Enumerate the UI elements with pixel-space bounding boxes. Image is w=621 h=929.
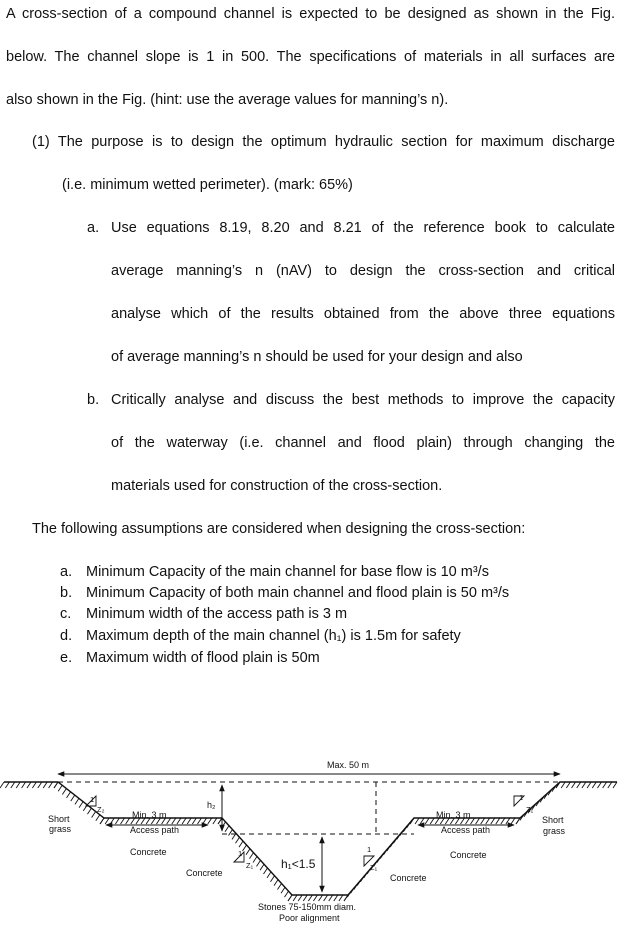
hatch-mark — [79, 802, 83, 808]
left-slope-one: 1 — [90, 795, 95, 804]
hatch-mark — [267, 872, 271, 878]
item-a-line-3: analyse which of the results obtained from the above three equations — [111, 306, 615, 322]
hatch-mark — [32, 782, 36, 788]
hatch-mark — [246, 849, 250, 855]
hatch-mark — [197, 818, 201, 824]
assumption-text: Minimum Capacity of the main channel for base flow is 10 m³/s — [86, 564, 489, 580]
left-min-label: Min. 3 m — [132, 810, 167, 820]
hatch-mark — [481, 818, 485, 824]
hatch-mark — [239, 841, 243, 847]
hatch-mark — [425, 818, 429, 824]
hatch-mark — [285, 891, 289, 897]
hatch-mark — [49, 782, 53, 788]
h1-label: h₁<1.5 — [281, 857, 316, 871]
right-short-label: Short — [542, 815, 564, 825]
hatch-mark — [339, 895, 343, 901]
item-a-line-1: Use equations 8.19, 8.20 and 8.21 of the reference book to calculate — [111, 220, 615, 236]
hatch-mark — [613, 782, 617, 788]
hatch-mark — [121, 818, 125, 824]
item-b-marker: b. — [87, 392, 100, 408]
mid-right-slope-one: 1 — [367, 845, 372, 854]
hatch-mark — [603, 782, 607, 788]
h2-label: h₂ — [207, 800, 216, 810]
assumption-text: Minimum width of the access path is 3 m — [86, 606, 348, 622]
hatch-mark — [71, 795, 75, 801]
hatch-mark — [577, 782, 581, 788]
hatch-mark — [225, 826, 229, 832]
hatch-mark — [172, 818, 176, 824]
hatch-mark — [38, 782, 42, 788]
hatch-mark — [298, 895, 302, 901]
hatch-mark — [324, 895, 328, 901]
hatch-mark — [271, 876, 275, 882]
item-b-line-1: Critically analyse and discuss the best methods to improve the capacity — [111, 392, 615, 408]
hatch-mark — [592, 782, 596, 788]
hatch-mark — [167, 818, 171, 824]
hatch-mark — [415, 818, 419, 824]
hatch-mark — [126, 818, 130, 824]
hatch-mark — [329, 895, 333, 901]
hatch-mark — [471, 818, 475, 824]
right-grass-label: grass — [543, 826, 566, 836]
hatch-mark — [16, 782, 20, 788]
stones-label: Stones 75-150mm diam. — [258, 902, 357, 912]
hatch-mark — [110, 818, 114, 824]
assumption-text: Minimum Capacity of both main channel and flood plain is 50 m³/s — [86, 585, 510, 601]
hatch-mark — [313, 895, 317, 901]
hatch-mark — [208, 818, 212, 824]
hatch-mark — [213, 818, 217, 824]
hatch-mark — [303, 895, 307, 901]
hatch-mark — [236, 837, 240, 843]
hatch-mark — [67, 792, 71, 798]
hatch-mark — [27, 782, 31, 788]
mid-left-slope-one: 1 — [238, 849, 243, 858]
hatch-mark — [501, 818, 505, 824]
hatch-mark — [516, 818, 520, 824]
hatch-mark — [203, 818, 207, 824]
assumption-text: Maximum width of flood plain is 50m — [86, 650, 320, 666]
hatch-mark — [334, 895, 338, 901]
assumption-marker: c. — [60, 606, 72, 622]
hatch-mark — [491, 818, 495, 824]
hatch-mark — [253, 857, 257, 863]
hatch-mark — [0, 782, 4, 788]
hatch-mark — [572, 782, 576, 788]
left-access-label: Access path — [130, 825, 180, 835]
intro-line-3: also shown in the Fig. (hint: use the average values for manning’s n). — [6, 92, 449, 108]
mid-right-slope-z: Z₁ — [370, 863, 378, 872]
hatch-mark — [87, 808, 91, 814]
hatch-mark — [288, 895, 292, 901]
hatch-mark — [115, 818, 119, 824]
right-access-label: Access path — [441, 825, 491, 835]
assumption-marker: e. — [60, 650, 73, 666]
hatch-mark — [5, 782, 9, 788]
left-short-label: Short — [48, 814, 70, 824]
max-width-label: Max. 50 m — [327, 760, 370, 770]
right-slope-z: Z₁ — [526, 805, 534, 814]
hatch-mark — [260, 864, 264, 870]
intro-line-1: A cross-section of a compound channel is expected to be designed as shown in the Fig. — [6, 6, 615, 22]
item-a-line-2: average manning’s n (nAV) to design the cross-section and critical — [111, 263, 615, 279]
hatch-mark — [187, 818, 191, 824]
hatch-mark — [476, 818, 480, 824]
intro-line-2: below. The channel slope is 1 in 500. The specifications of materials in all surfaces are — [6, 49, 615, 65]
hatch-mark — [62, 789, 66, 795]
hatch-mark — [496, 818, 500, 824]
alignment-label: Poor alignment — [279, 913, 340, 923]
hatch-mark — [218, 818, 222, 824]
mid-concrete-label: Concrete — [186, 868, 223, 878]
right-slope-one: 1 — [519, 793, 524, 802]
hatch-mark — [308, 895, 312, 901]
part1-line-2: (i.e. minimum wetted perimeter). (mark: 65%) — [62, 177, 353, 193]
hatch-mark — [250, 853, 254, 859]
left-slope-z: Z₂ — [97, 805, 105, 814]
hatch-mark — [278, 883, 282, 889]
assumption-text: Maximum depth of the main channel (h₁) is 1.5m for safety — [86, 628, 461, 644]
item-a-line-4: of average manning’s n should be used for your design and also — [111, 349, 523, 365]
hatch-mark — [582, 782, 586, 788]
hatch-mark — [344, 895, 348, 901]
hatch-mark — [96, 815, 100, 821]
hatch-mark — [293, 895, 297, 901]
hatch-mark — [182, 818, 186, 824]
assumption-marker: d. — [60, 628, 73, 644]
part1-line-1: (1) The purpose is to design the optimum hydraulic section for maximum discharge — [32, 134, 615, 150]
hatch-mark — [92, 811, 96, 817]
assumption-marker: a. — [60, 564, 73, 580]
item-b-line-3: materials used for construction of the cross-section. — [111, 478, 443, 494]
item-b-line-2: of the waterway (i.e. channel and flood plain) through changing the — [111, 435, 615, 451]
hatch-mark — [420, 818, 424, 824]
hatch-mark — [192, 818, 196, 824]
hatch-mark — [511, 818, 515, 824]
hatch-mark — [43, 782, 47, 788]
right-concrete-label: Concrete — [450, 850, 487, 860]
hatch-mark — [11, 782, 15, 788]
hatch-mark — [506, 818, 510, 824]
assumption-marker: b. — [60, 585, 73, 601]
hatch-mark — [566, 782, 570, 788]
hatch-mark — [430, 818, 434, 824]
hatch-mark — [58, 785, 62, 791]
hatch-mark — [243, 845, 247, 851]
hatch-mark — [257, 860, 261, 866]
hatch-mark — [264, 868, 268, 874]
right-mid-concrete-label: Concrete — [390, 873, 427, 883]
hatch-mark — [274, 880, 278, 886]
hatch-mark — [597, 782, 601, 788]
hatch-mark — [608, 782, 612, 788]
hatch-mark — [54, 782, 58, 788]
assumptions-heading: The following assumptions are considered when designing the cross-section: — [32, 521, 526, 537]
mid-left-slope-z: Z₁ — [246, 861, 254, 870]
right-min-label: Min. 3 m — [436, 810, 471, 820]
hatch-mark — [319, 895, 323, 901]
hatch-mark — [229, 830, 233, 836]
hatch-mark — [22, 782, 26, 788]
hatch-mark — [105, 818, 109, 824]
left-concrete-label: Concrete — [130, 847, 167, 857]
hatch-mark — [486, 818, 490, 824]
hatch-mark — [587, 782, 591, 788]
hatch-mark — [100, 818, 104, 824]
item-a-marker: a. — [87, 220, 100, 236]
hatch-mark — [177, 818, 181, 824]
hatch-mark — [281, 887, 285, 893]
left-grass-label: grass — [49, 824, 72, 834]
hatch-mark — [561, 782, 565, 788]
hatch-mark — [75, 798, 79, 804]
